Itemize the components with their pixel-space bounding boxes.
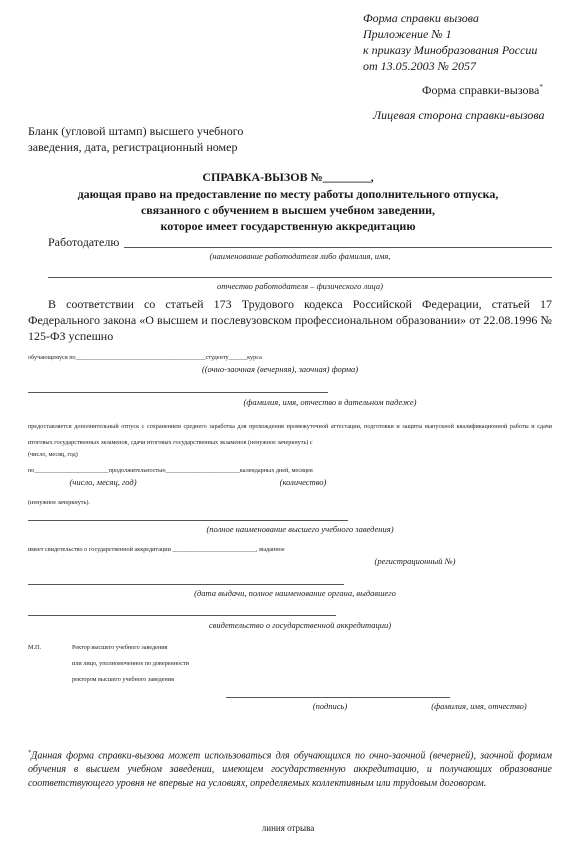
student-line: обучающемуся по__________________________________________студенту______курса: [28, 354, 262, 361]
face-side-label: Лицевая сторона справки-вызова: [373, 108, 545, 122]
period-line: по________________________продолжительностью________________________календарных дней, месяцев: [28, 467, 313, 474]
registration-number-hint: (регистрационный №): [374, 556, 456, 566]
footnote-mark: *: [28, 750, 31, 756]
signature-hint: (подпись): [312, 701, 348, 711]
start-date-hint-small: (число, месяц, год): [28, 451, 78, 458]
legal-paragraph: В соответствии со статьей 173 Трудового кодекса Российской Федерации, статьей 17 Федерального закона «О высшем и послевузовском профессиональном образовании» от 22.08.1996 № 125-ФЗ успешно: [28, 297, 552, 343]
footnote-text: Данная форма справки-вызова может использоваться для обучающихся по очно-заочной (вечерней), заочной формам обучения в высшем учебном заведении, имеющем государственную аккредитацию, и получающих образование соответствующего уровня не впервые на условиях, определяемых коллективным или трудовым договором.: [28, 750, 552, 790]
footnote: [28, 746, 552, 791]
duration-hint: (количество): [279, 477, 327, 487]
stamp-line-2: заведения, дата, регистрационный номер: [28, 140, 238, 154]
employer-field-2[interactable]: [48, 277, 552, 278]
student-name-field[interactable]: [28, 392, 328, 393]
form-label: [422, 83, 543, 98]
header-line-appendix: Приложение № 1: [363, 27, 452, 41]
strike-note: (ненужное зачеркнуть).: [28, 499, 90, 506]
institution-hint: (полное наименование высшего учебного заведения): [206, 524, 394, 534]
header-line-order: к приказу Минобразования России: [363, 43, 538, 57]
study-form-hint: ((очно-заочная (вечерняя), заочная) форма): [201, 364, 359, 374]
student-name-hint: (фамилия, имя, отчество в дательном падеже): [243, 397, 417, 407]
title-subline-2: связанного с обучением в высшем учебном заведении,: [140, 203, 436, 217]
document-title: СПРАВКА-ВЫЗОВ №________,: [202, 170, 374, 184]
leave-text: предоставляется дополнительный отпуск с сохранением среднего заработка для прохождения промежуточной аттестации, подготовки и защиты выпускной квалификационной работы и сдачи итоговых государственных экзаменов, сдачи итоговых государственных экзаменов (ненужное зачеркнуть) с: [28, 423, 552, 446]
issue-field[interactable]: [28, 584, 344, 585]
header-line-form: Форма справки вызова: [363, 11, 479, 25]
form-label-footnote-mark: *: [539, 83, 543, 91]
title-subline-3: которое имеет государственную аккредитацию: [160, 219, 416, 233]
certificate-field[interactable]: [28, 615, 336, 616]
employer-label: Работодателю: [48, 235, 120, 249]
signature-field[interactable]: [226, 697, 450, 698]
accreditation-line: имеет свидетельство о государственной аккредитации ___________________________, выданное: [28, 546, 285, 553]
employer-hint-2: отчество работодателя – физического лица): [217, 281, 383, 291]
employer-hint-1: (наименование работодателя либо фамилия, имя,: [209, 251, 391, 261]
seal-mark: М.П.: [28, 644, 42, 651]
rector-line-3: ректором высшего учебного заведения: [72, 676, 175, 683]
title-subline-1: дающая право на предоставление по месту работы дополнительного отпуска,: [77, 187, 499, 201]
cut-line-label: линия отрыва: [261, 823, 315, 833]
institution-field[interactable]: [28, 520, 348, 521]
employer-field[interactable]: [124, 247, 552, 248]
stamp-line-1: Бланк (угловой штамп) высшего учебного: [28, 124, 244, 138]
signatory-name-hint: (фамилия, имя, отчество): [431, 701, 527, 711]
rector-line-1: Ректор высшего учебного заведения: [72, 644, 168, 651]
rector-line-2: или лицо, уполномоченное по доверенности: [72, 660, 190, 667]
end-date-hint: (число, месяц, год): [69, 477, 137, 487]
certificate-hint: свидетельство о государственной аккредитации): [208, 620, 392, 630]
form-label-text: Форма справки-вызова: [422, 83, 540, 97]
issue-hint: (дата выдачи, полное наименование органа, выдавшего: [194, 588, 396, 598]
header-line-date: от 13.05.2003 № 2057: [363, 59, 476, 73]
